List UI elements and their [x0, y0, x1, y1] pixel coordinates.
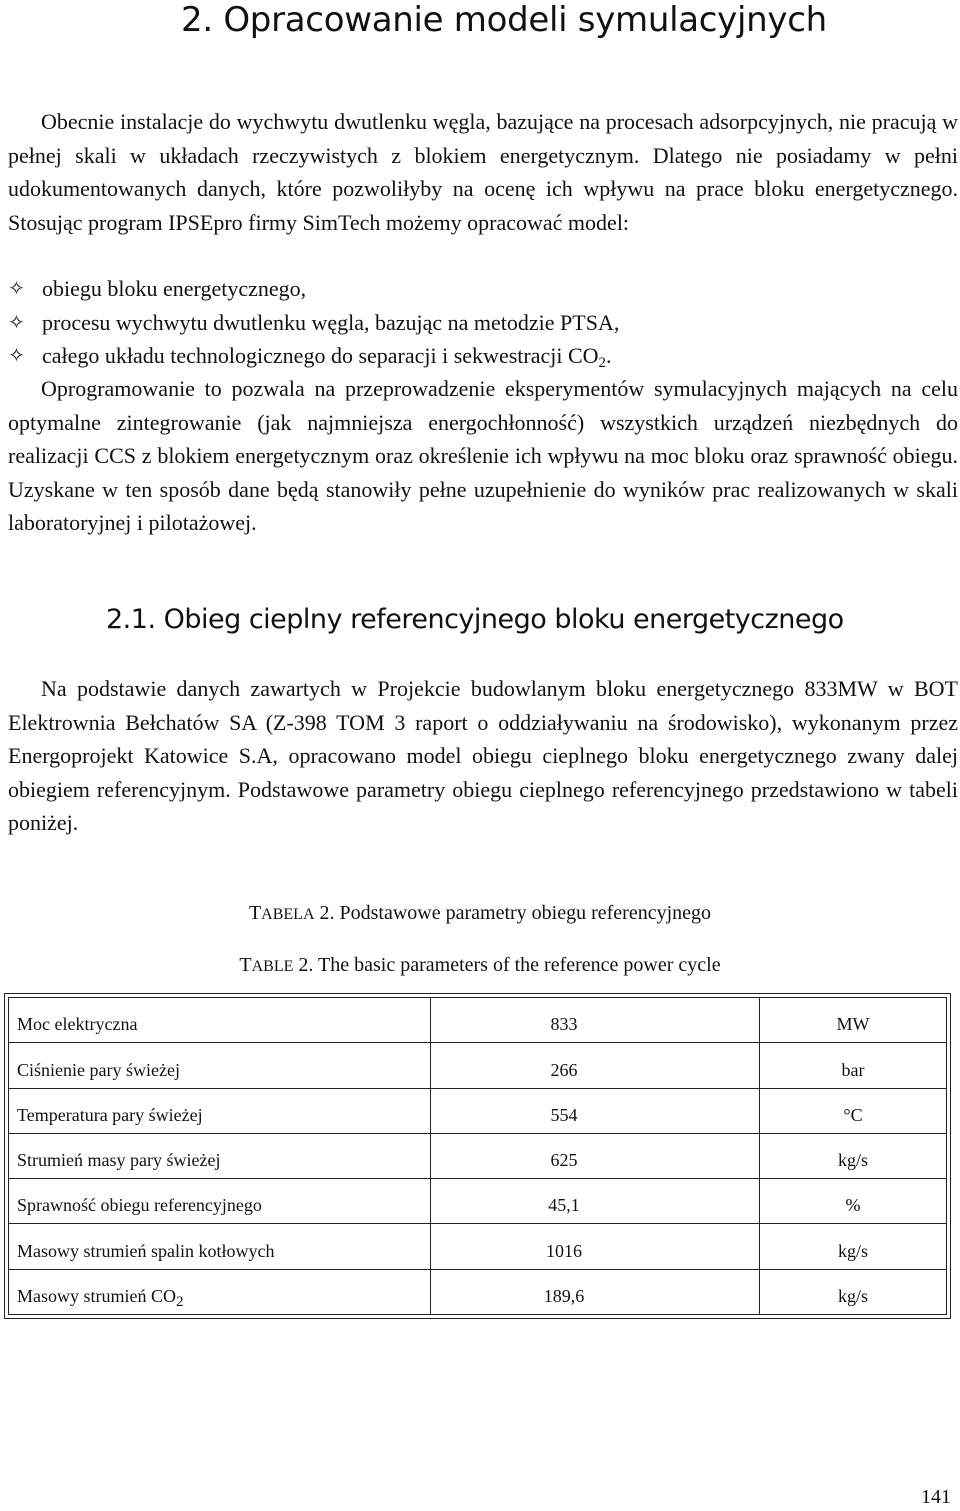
sparkle-bullet-icon: ✧: [8, 276, 25, 300]
table-row: [9, 1088, 947, 1133]
table-row: [9, 1224, 947, 1269]
parameter-name: Strumień masy pary świeżej: [9, 1133, 431, 1178]
list-item: [8, 306, 958, 340]
section-title: 2. Opracowanie modeli symulacyjnych: [181, 0, 827, 40]
table-row: [9, 1269, 947, 1314]
parameter-value: 1016: [431, 1224, 760, 1269]
list-item-text: procesu wychwytu dwutlenku węgla, bazując na metodzie PTSA,: [42, 309, 620, 335]
intro-paragraph: Obecnie instalacje do wychwytu dwutlenku węgla, bazujące na procesach adsorpcyjnych, nie pracują w pełnej skali w układach rzeczywistych z blokiem energetycznym. Dlatego nie posiadamy w pełni udokumentowanych danych, które pozwoliłyby na ocenę ich wpływu na prace bloku energetycznego. Stosując program IPSEpro firmy SimTech możemy opracować model:: [8, 109, 958, 235]
table-row: [9, 1179, 947, 1224]
parameter-name: Temperatura pary świeżej: [9, 1088, 431, 1133]
subsection-paragraph: Na podstawie danych zawartych w Projekcie budowlanym bloku energetycznego 833MW w BOT Elektrownia Bełchatów SA (Z-398 TOM 3 raport o oddziaływaniu na środowisko), wykonanym przez Energoprojekt Katowice S.A, opracowano model obiegu cieplnego bloku energetycznego zwany dalej obiegiem referencyjnym. Podstawowe parametry obiegu cieplnego referencyjnego przedstawiono w tabeli poniżej.: [8, 676, 958, 836]
list-item: [8, 272, 958, 306]
parameter-name: Ciśnienie pary świeżej: [9, 1043, 431, 1088]
parameter-name: Masowy strumień spalin kotłowych: [9, 1224, 431, 1269]
parameter-value: 833: [431, 998, 760, 1043]
sparkle-bullet-icon: ✧: [8, 343, 25, 368]
table-caption-en: TABLE 2. The basic parameters of the reference power cycle: [239, 954, 721, 976]
parameter-value: 189,6: [431, 1269, 760, 1314]
parameter-name: Moc elektryczna: [9, 998, 431, 1043]
parameter-name: Sprawność obiegu referencyjnego: [9, 1179, 431, 1224]
parameter-unit: °C: [760, 1088, 947, 1133]
parameter-value: 625: [431, 1133, 760, 1178]
list-item: [8, 339, 958, 373]
list-item-text: całego układu technologicznego do separacji i sekwestracji $CO_2$.: [42, 343, 612, 372]
table-row: [9, 1043, 947, 1088]
parameter-unit: kg/s: [760, 1269, 947, 1314]
parameter-unit: MW: [760, 998, 947, 1043]
parameter-value: 266: [431, 1043, 760, 1088]
page-number: 141: [921, 1486, 951, 1508]
parameter-unit: bar: [760, 1043, 947, 1088]
table-row: [9, 1133, 947, 1178]
parameter-value: 45,1: [431, 1179, 760, 1224]
second-paragraph: Oprogramowanie to pozwala na przeprowadzenie eksperymentów symulacyjnych mających na celu optymalne zintegrowanie (jak najmniejsza energochłonność) wszystkich urządzeń niezbędnych do realizacji CCS z blokiem energetycznym oraz określenie ich wpływu na moc bloku oraz sprawność obiegu. Uzyskane w ten sposób dane będą stanowiły pełne uzupełnienie do wyników prac realizowanych w skali laboratoryjnej i pilotażowej.: [8, 376, 958, 536]
table-row: [9, 998, 947, 1043]
parameter-name: Masowy strumień $CO_2$: [9, 1269, 431, 1314]
subsection-title: 2.1. Obieg cieplny referencyjnego bloku energetycznego: [106, 604, 844, 635]
parameter-value: 554: [431, 1088, 760, 1133]
sparkle-bullet-icon: ✧: [8, 309, 25, 334]
table-caption-pl: TABELA 2. Podstawowe parametry obiegu referencyjnego: [248, 902, 712, 924]
list-item-text: obiegu bloku energetycznego,: [42, 276, 307, 301]
parameters-table-frame: [4, 993, 951, 1319]
parameter-unit: kg/s: [760, 1133, 947, 1178]
parameter-unit: kg/s: [760, 1224, 947, 1269]
model-list: [8, 272, 958, 373]
parameters-table: [8, 997, 947, 1315]
parameter-unit: %: [760, 1179, 947, 1224]
